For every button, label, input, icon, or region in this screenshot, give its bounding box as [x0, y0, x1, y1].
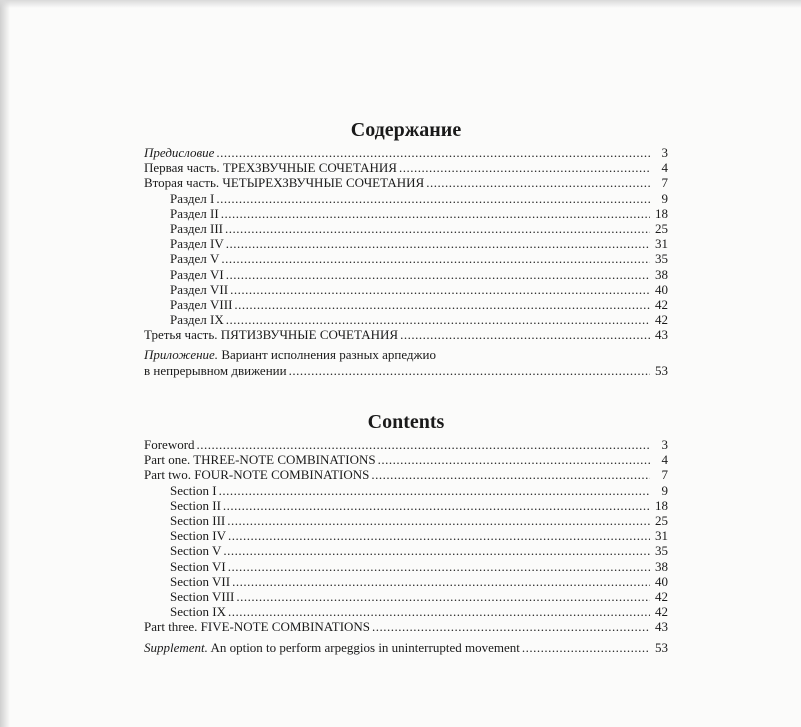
- toc-russian: [144, 118, 668, 378]
- leader-dots: [426, 175, 650, 190]
- toc-entry-label-text: Section VII: [170, 573, 231, 589]
- toc-entry-page: 4: [661, 160, 668, 176]
- leader-dots: [227, 513, 650, 528]
- toc-entry-label-text: Section I: [170, 482, 217, 498]
- leader-dots: [226, 267, 650, 282]
- toc-russian-appendix-line1: Вариант исполнения разных арпеджио: [218, 347, 436, 363]
- toc-entry-label-text: Раздел II: [170, 205, 219, 221]
- toc-entry-label: [144, 327, 398, 342]
- toc-entry-page: 7: [661, 467, 668, 483]
- scan-edge-left: [0, 0, 10, 727]
- toc-entry-page: 25: [655, 512, 668, 528]
- toc-entry-label: [170, 251, 219, 266]
- leader-dots: [228, 528, 650, 543]
- toc-english-appendix-line1: An option to perform arpeggios in uninterrupted movement: [207, 640, 520, 656]
- leader-dots: [378, 452, 650, 467]
- leader-dots: [289, 363, 650, 378]
- toc-entry-label-text: Раздел V: [170, 251, 220, 267]
- toc-entry-label: [144, 175, 424, 190]
- toc-entry-label-text: Part one. THREE-NOTE COMBINATIONS: [144, 452, 376, 468]
- toc-entry-label-text: Раздел I: [170, 190, 215, 206]
- toc-entry-label: [170, 559, 226, 574]
- toc-entry-label-text: Раздел VI: [170, 266, 224, 282]
- toc-entry-label-text: Section VI: [170, 558, 226, 574]
- toc-entry-page: 18: [655, 205, 668, 221]
- leader-dots: [216, 191, 650, 206]
- toc-entry-page: 42: [655, 312, 668, 328]
- toc-entry: [144, 528, 668, 543]
- toc-entry-label-text: Section V: [170, 543, 222, 559]
- toc-entry-page: 9: [661, 190, 668, 206]
- toc-english-entries: [144, 437, 668, 634]
- toc-russian-appendix-line2: в непрерывном движении: [144, 362, 287, 378]
- toc-entry-page: 7: [661, 175, 668, 191]
- toc-entry-label-text: Section VIII: [170, 588, 235, 604]
- toc-entry: [144, 145, 668, 160]
- leader-dots: [225, 221, 650, 236]
- toc-entry: [144, 175, 668, 190]
- toc-entry-label-text: Section IX: [170, 604, 226, 620]
- toc-russian-appendix-label: Приложение.: [144, 347, 219, 363]
- leader-dots: [228, 604, 650, 619]
- toc-entry: [144, 467, 668, 482]
- toc-entry-page: 31: [655, 528, 668, 544]
- toc-entry-label-text: Первая часть. ТРЕХЗВУЧНЫЕ СОЧЕТАНИЯ: [144, 160, 397, 176]
- toc-english-appendix-label: Supplement.: [144, 640, 208, 656]
- toc-entry-label-text: Section III: [170, 512, 226, 528]
- toc-entry-page: 25: [655, 220, 668, 236]
- toc-entry-page: 38: [655, 558, 668, 574]
- toc-entry-label: [170, 221, 223, 236]
- toc-entry-label-text: Раздел III: [170, 220, 224, 236]
- leader-dots: [221, 251, 650, 266]
- toc-russian-appendix: [144, 347, 668, 362]
- leader-dots: [399, 160, 650, 175]
- toc-entry: [144, 191, 668, 206]
- toc-entry-label-text: Раздел VIII: [170, 296, 233, 312]
- leader-dots: [371, 467, 650, 482]
- toc-entry: [144, 437, 668, 452]
- toc-entry: [144, 604, 668, 619]
- toc-entry: [144, 574, 668, 589]
- toc-entry-label: [170, 513, 225, 528]
- toc-entry-label: [170, 528, 226, 543]
- toc-entry: [144, 267, 668, 282]
- toc-russian-appendix-entry: [144, 363, 668, 378]
- toc-entry-label: [170, 604, 226, 619]
- leader-dots: [236, 589, 650, 604]
- toc-entry: [144, 160, 668, 175]
- toc-entry-label: [170, 498, 221, 513]
- toc-entry-page: 40: [655, 573, 668, 589]
- toc-entry-label-italic: Предисловие: [144, 145, 215, 160]
- toc-entry-label: [144, 160, 397, 175]
- toc-entry: [144, 312, 668, 327]
- toc-entry-label: [170, 236, 224, 251]
- toc-entry: [144, 589, 668, 604]
- toc-russian-appendix-page: 53: [655, 362, 668, 378]
- leader-dots: [228, 559, 650, 574]
- toc-entry-page: 42: [655, 296, 668, 312]
- toc-entry-label-text: Foreword: [144, 437, 195, 452]
- toc-entry-page: 42: [655, 604, 668, 620]
- toc-entry-label-text: Вторая часть. ЧЕТЫРЕХЗВУЧНЫЕ СОЧЕТАНИЯ: [144, 175, 425, 191]
- toc-entry-label-text: Part three. FIVE-NOTE COMBINATIONS: [144, 619, 371, 635]
- toc-russian-title: Содержание: [350, 119, 462, 141]
- toc-entry: [144, 513, 668, 528]
- toc-entry-label-text: Раздел VII: [170, 281, 229, 297]
- toc-entry-label-text: Section IV: [170, 528, 226, 544]
- toc-entry-label-text: Раздел IV: [170, 236, 224, 252]
- toc-english-appendix-entry: [144, 640, 668, 655]
- leader-dots: [226, 312, 650, 327]
- toc-entry-page: 35: [655, 543, 668, 559]
- toc-entry-label: [170, 312, 224, 327]
- toc-entry-page: 4: [661, 452, 668, 468]
- toc-entry-page: 40: [655, 281, 668, 297]
- toc-entry-label-text: Третья часть. ПЯТИЗВУЧНЫЕ СОЧЕТАНИЯ: [144, 327, 399, 343]
- toc-entry-label-text: Section II: [170, 497, 221, 513]
- leader-dots: [234, 297, 650, 312]
- toc-entry: [144, 559, 668, 574]
- toc-entry: [144, 251, 668, 266]
- toc-entry-page: 38: [655, 266, 668, 282]
- toc-entry-page: 42: [655, 588, 668, 604]
- leader-dots: [197, 437, 650, 452]
- toc-english: [144, 410, 668, 656]
- leader-dots: [232, 574, 650, 589]
- toc-entry: [144, 297, 668, 312]
- leader-dots: [216, 145, 650, 160]
- toc-entry-label: [170, 297, 232, 312]
- leader-dots: [226, 236, 650, 251]
- toc-entry-label-text: Раздел IX: [170, 312, 224, 328]
- toc-entry: [144, 206, 668, 221]
- toc-entry-page: 3: [661, 145, 668, 160]
- toc-entry: [144, 221, 668, 236]
- toc-english-appendix-text: [144, 640, 520, 655]
- scan-edge-top: [0, 0, 801, 8]
- toc-entry-label: [170, 282, 228, 297]
- toc-entry-page: 9: [661, 482, 668, 498]
- leader-dots: [219, 483, 650, 498]
- toc-entry: [144, 543, 668, 558]
- toc-entry-label: [170, 206, 219, 221]
- leader-dots: [372, 619, 650, 634]
- toc-entry-page: 3: [661, 437, 668, 452]
- leader-dots: [230, 282, 650, 297]
- toc-entry-page: 43: [655, 619, 668, 635]
- toc-entry-page: 35: [655, 251, 668, 267]
- toc-entry-label: [170, 574, 230, 589]
- leader-dots: [223, 543, 650, 558]
- toc-entry-label: [144, 619, 370, 634]
- toc-entry: [144, 483, 668, 498]
- toc-entry-label: [144, 145, 214, 160]
- toc-entry-label: [170, 589, 234, 604]
- toc-english-appendix-page: 53: [655, 640, 668, 656]
- toc-entry-label: [144, 467, 369, 482]
- toc-entry-page: 31: [655, 236, 668, 252]
- toc-entry-label: [144, 452, 376, 467]
- toc-entry: [144, 236, 668, 251]
- toc-entry: [144, 619, 668, 634]
- toc-entry-label: [170, 267, 224, 282]
- toc-entry: [144, 282, 668, 297]
- toc-entry-label: [144, 437, 195, 452]
- toc-entry: [144, 452, 668, 467]
- toc-entry-label: [170, 191, 214, 206]
- toc-entry-label: [170, 543, 221, 558]
- toc-entry: [144, 327, 668, 342]
- leader-dots: [223, 498, 650, 513]
- toc-russian-entries: [144, 145, 668, 342]
- toc-english-title: Contents: [367, 411, 445, 433]
- toc-entry-label: [170, 483, 217, 498]
- leader-dots: [221, 206, 650, 221]
- toc-entry-page: 18: [655, 497, 668, 513]
- toc-entry-label-text: Part two. FOUR-NOTE COMBINATIONS: [144, 467, 370, 483]
- toc-entry: [144, 498, 668, 513]
- toc-entry-page: 43: [655, 327, 668, 343]
- leader-dots: [400, 327, 650, 342]
- leader-dots: [522, 640, 650, 655]
